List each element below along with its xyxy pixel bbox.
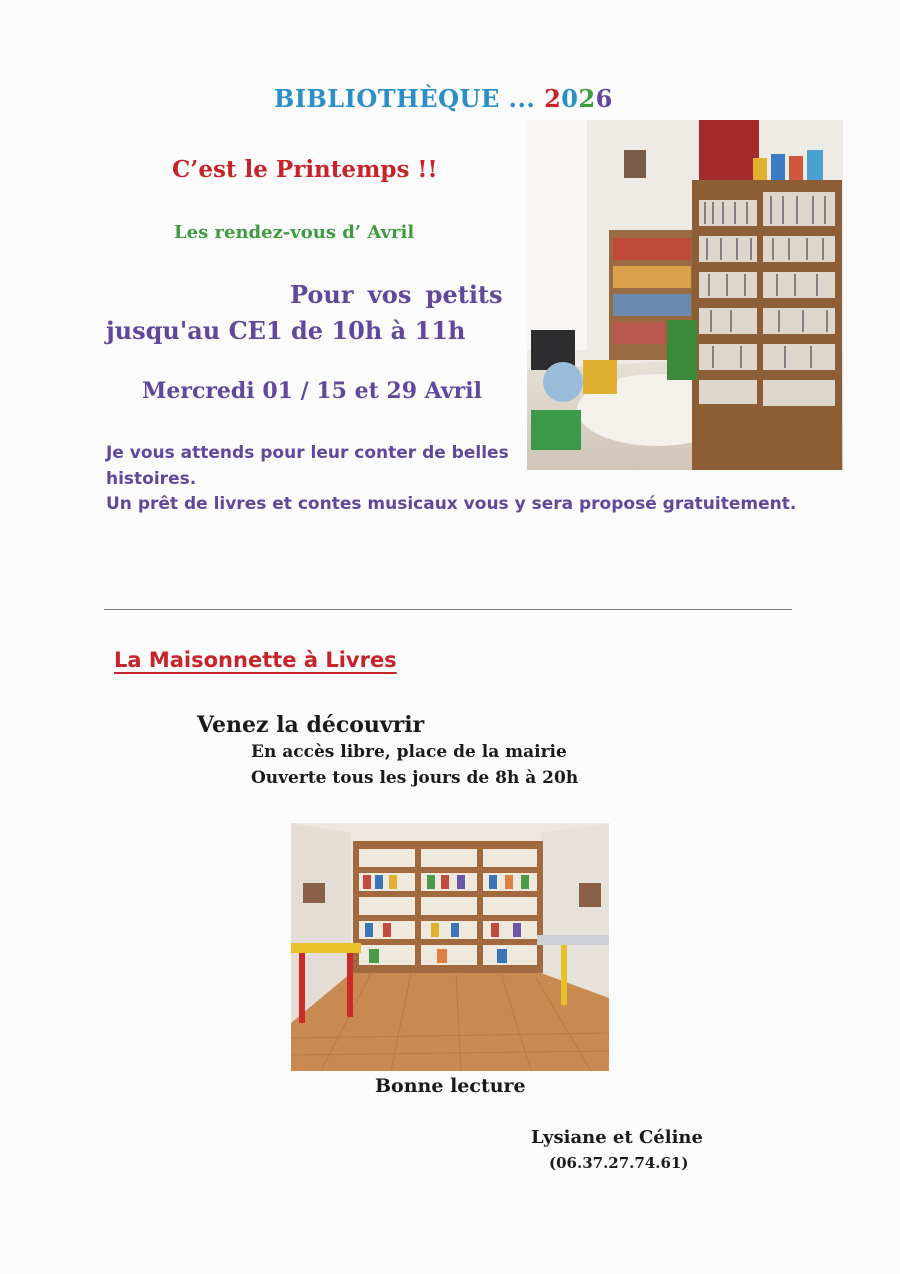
maisonnette-heading: La Maisonnette à Livres: [114, 648, 397, 672]
page-title: [274, 84, 613, 113]
body-line-2: histoires.: [106, 469, 197, 489]
maisonnette-access: En accès libre, place de la mairie: [251, 742, 567, 762]
kids-line-1: Pour vos petits: [290, 280, 503, 309]
year-digit: 2: [578, 84, 596, 113]
year-digit: 6: [595, 84, 613, 113]
body-line-1: Je vous attends pour leur conter de belles: [106, 443, 509, 463]
signature: Lysiane et Céline: [531, 1127, 703, 1148]
april-subheading: Les rendez-vous d’ Avril: [174, 222, 415, 243]
session-dates: Mercredi 01 / 15 et 29 Avril: [142, 378, 482, 404]
phone-number: (06.37.27.74.61): [549, 1154, 689, 1172]
year-digit: 2: [544, 84, 562, 113]
body-line-3: Un prêt de livres et contes musicaux vous y sera proposé gratuitement.: [106, 494, 797, 514]
maisonnette-photo: [291, 823, 609, 1071]
section-divider: [104, 609, 792, 610]
library-photo: [527, 120, 843, 470]
year-digit: 0: [561, 84, 579, 113]
spring-headline: C’est le Printemps !!: [172, 156, 438, 183]
maisonnette-hours: Ouverte tous les jours de 8h à 20h: [251, 768, 579, 788]
kids-line-2: jusqu'au CE1 de 10h à 11h: [106, 316, 466, 345]
title-word: BIBLIOTHÈQUE: [274, 84, 500, 113]
title-dots: ...: [508, 84, 536, 113]
title-year: [544, 84, 613, 113]
closing-text: Bonne lecture: [375, 1075, 526, 1097]
maisonnette-invite: Venez la découvrir: [197, 712, 425, 738]
